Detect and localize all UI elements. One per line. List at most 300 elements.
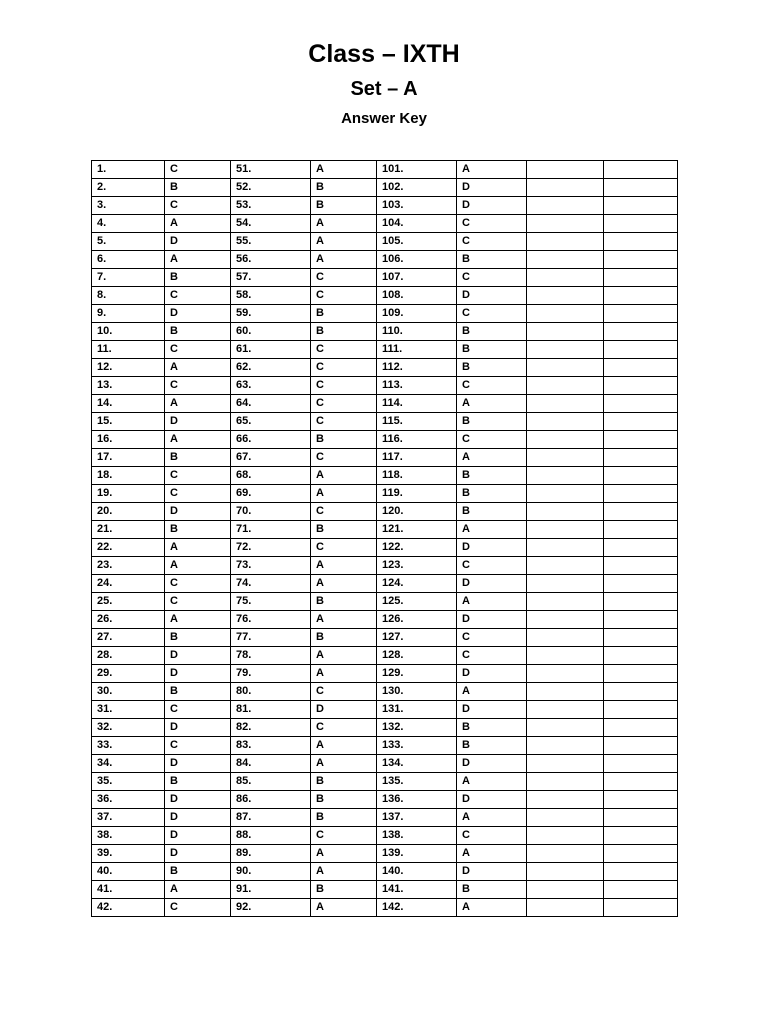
answer-cell: B xyxy=(457,485,527,503)
question-number: 19. xyxy=(92,485,165,503)
answer-cell: D xyxy=(457,611,527,629)
empty-cell xyxy=(604,557,678,575)
answer-cell: C xyxy=(165,593,231,611)
answer-cell: A xyxy=(311,755,377,773)
answer-cell: A xyxy=(457,593,527,611)
answer-cell: A xyxy=(165,557,231,575)
empty-cell xyxy=(604,197,678,215)
empty-cell xyxy=(527,827,604,845)
answer-cell: D xyxy=(457,863,527,881)
table-row xyxy=(92,341,678,359)
empty-cell xyxy=(604,305,678,323)
empty-cell xyxy=(527,863,604,881)
answer-cell: B xyxy=(165,629,231,647)
table-row xyxy=(92,359,678,377)
empty-cell xyxy=(527,449,604,467)
answer-cell: D xyxy=(165,305,231,323)
answer-cell: A xyxy=(457,683,527,701)
question-number: 51. xyxy=(231,161,311,179)
empty-cell xyxy=(527,269,604,287)
question-number: 116. xyxy=(377,431,457,449)
answer-cell: B xyxy=(311,791,377,809)
answer-cell: A xyxy=(457,449,527,467)
answer-cell: B xyxy=(165,269,231,287)
answer-cell: C xyxy=(165,197,231,215)
table-row xyxy=(92,323,678,341)
answer-cell: A xyxy=(457,809,527,827)
answer-cell: B xyxy=(457,359,527,377)
question-number: 28. xyxy=(92,647,165,665)
question-number: 20. xyxy=(92,503,165,521)
answer-cell: A xyxy=(165,431,231,449)
empty-cell xyxy=(527,323,604,341)
answer-cell: C xyxy=(457,269,527,287)
question-number: 31. xyxy=(92,701,165,719)
question-number: 73. xyxy=(231,557,311,575)
empty-cell xyxy=(527,791,604,809)
answer-cell: A xyxy=(311,251,377,269)
answer-cell: B xyxy=(165,449,231,467)
answer-cell: D xyxy=(457,791,527,809)
table-row xyxy=(92,467,678,485)
empty-cell xyxy=(604,611,678,629)
question-number: 9. xyxy=(92,305,165,323)
question-number: 7. xyxy=(92,269,165,287)
answer-cell: C xyxy=(311,449,377,467)
question-number: 62. xyxy=(231,359,311,377)
empty-cell xyxy=(604,431,678,449)
answer-cell: A xyxy=(165,539,231,557)
empty-cell xyxy=(604,233,678,251)
answer-cell: C xyxy=(457,377,527,395)
answer-cell: D xyxy=(165,845,231,863)
answer-cell: B xyxy=(457,737,527,755)
table-row xyxy=(92,575,678,593)
empty-cell xyxy=(604,359,678,377)
empty-cell xyxy=(604,773,678,791)
answer-cell: D xyxy=(457,575,527,593)
answer-cell: C xyxy=(311,287,377,305)
question-number: 117. xyxy=(377,449,457,467)
empty-cell xyxy=(527,809,604,827)
page-title: Class – IXTH xyxy=(308,40,460,68)
answer-cell: A xyxy=(457,395,527,413)
table-row xyxy=(92,701,678,719)
empty-cell xyxy=(527,215,604,233)
question-number: 4. xyxy=(92,215,165,233)
answer-cell: C xyxy=(457,215,527,233)
question-number: 15. xyxy=(92,413,165,431)
answer-cell: B xyxy=(165,863,231,881)
empty-cell xyxy=(604,287,678,305)
answer-cell: B xyxy=(165,773,231,791)
question-number: 63. xyxy=(231,377,311,395)
empty-cell xyxy=(527,719,604,737)
empty-cell xyxy=(527,593,604,611)
empty-cell xyxy=(527,305,604,323)
empty-cell xyxy=(527,251,604,269)
question-number: 76. xyxy=(231,611,311,629)
answer-cell: A xyxy=(311,575,377,593)
question-number: 126. xyxy=(377,611,457,629)
table-row xyxy=(92,755,678,773)
answer-cell: A xyxy=(165,251,231,269)
empty-cell xyxy=(604,719,678,737)
question-number: 3. xyxy=(92,197,165,215)
question-number: 67. xyxy=(231,449,311,467)
question-number: 87. xyxy=(231,809,311,827)
answer-cell: A xyxy=(457,773,527,791)
question-number: 112. xyxy=(377,359,457,377)
answer-cell: C xyxy=(457,557,527,575)
table-row xyxy=(92,215,678,233)
answer-cell: D xyxy=(165,413,231,431)
table-row xyxy=(92,395,678,413)
table-row xyxy=(92,737,678,755)
empty-cell xyxy=(527,503,604,521)
table-row xyxy=(92,287,678,305)
answer-cell: C xyxy=(457,305,527,323)
question-number: 60. xyxy=(231,323,311,341)
table-row xyxy=(92,791,678,809)
answer-cell: B xyxy=(457,341,527,359)
answer-cell: B xyxy=(165,323,231,341)
question-number: 41. xyxy=(92,881,165,899)
question-number: 69. xyxy=(231,485,311,503)
question-number: 10. xyxy=(92,323,165,341)
question-number: 17. xyxy=(92,449,165,467)
answer-cell: B xyxy=(457,503,527,521)
answer-cell: C xyxy=(165,899,231,917)
table-row xyxy=(92,233,678,251)
question-number: 138. xyxy=(377,827,457,845)
table-row xyxy=(92,845,678,863)
answer-cell: A xyxy=(165,359,231,377)
table-row xyxy=(92,809,678,827)
answer-cell: A xyxy=(165,215,231,233)
answer-cell: C xyxy=(165,485,231,503)
empty-cell xyxy=(604,665,678,683)
answer-key-table xyxy=(91,160,678,917)
question-number: 79. xyxy=(231,665,311,683)
answer-cell: C xyxy=(165,287,231,305)
empty-cell xyxy=(604,575,678,593)
question-number: 124. xyxy=(377,575,457,593)
question-number: 42. xyxy=(92,899,165,917)
question-number: 13. xyxy=(92,377,165,395)
set-label: Set – A xyxy=(350,78,418,100)
empty-cell xyxy=(604,215,678,233)
empty-cell xyxy=(527,773,604,791)
empty-cell xyxy=(604,539,678,557)
answer-cell: B xyxy=(457,323,527,341)
question-number: 21. xyxy=(92,521,165,539)
answer-cell: B xyxy=(165,179,231,197)
answer-cell: B xyxy=(311,179,377,197)
answer-cell: C xyxy=(457,827,527,845)
question-number: 104. xyxy=(377,215,457,233)
answer-cell: A xyxy=(311,485,377,503)
answer-cell: D xyxy=(165,755,231,773)
question-number: 88. xyxy=(231,827,311,845)
empty-cell xyxy=(527,359,604,377)
empty-cell xyxy=(527,431,604,449)
question-number: 107. xyxy=(377,269,457,287)
question-number: 78. xyxy=(231,647,311,665)
question-number: 68. xyxy=(231,467,311,485)
answer-cell: A xyxy=(311,647,377,665)
answer-cell: B xyxy=(311,521,377,539)
empty-cell xyxy=(527,737,604,755)
question-number: 24. xyxy=(92,575,165,593)
question-number: 113. xyxy=(377,377,457,395)
question-number: 137. xyxy=(377,809,457,827)
answer-cell: C xyxy=(311,827,377,845)
question-number: 16. xyxy=(92,431,165,449)
question-number: 90. xyxy=(231,863,311,881)
question-number: 122. xyxy=(377,539,457,557)
answer-cell: D xyxy=(457,287,527,305)
answer-cell: D xyxy=(165,233,231,251)
answer-cell: D xyxy=(311,701,377,719)
answer-cell: B xyxy=(311,773,377,791)
empty-cell xyxy=(604,269,678,287)
answer-cell: A xyxy=(311,737,377,755)
empty-cell xyxy=(527,539,604,557)
question-number: 106. xyxy=(377,251,457,269)
question-number: 70. xyxy=(231,503,311,521)
empty-cell xyxy=(604,827,678,845)
question-number: 26. xyxy=(92,611,165,629)
question-number: 142. xyxy=(377,899,457,917)
answer-cell: A xyxy=(165,881,231,899)
empty-cell xyxy=(527,629,604,647)
table-row xyxy=(92,161,678,179)
empty-cell xyxy=(604,683,678,701)
answer-cell: B xyxy=(311,197,377,215)
question-number: 8. xyxy=(92,287,165,305)
empty-cell xyxy=(604,593,678,611)
empty-cell xyxy=(527,575,604,593)
question-number: 89. xyxy=(231,845,311,863)
answer-cell: C xyxy=(165,737,231,755)
answer-cell: D xyxy=(165,827,231,845)
empty-cell xyxy=(527,683,604,701)
question-number: 139. xyxy=(377,845,457,863)
question-number: 29. xyxy=(92,665,165,683)
empty-cell xyxy=(527,395,604,413)
empty-cell xyxy=(604,845,678,863)
table-row xyxy=(92,899,678,917)
question-number: 11. xyxy=(92,341,165,359)
question-number: 61. xyxy=(231,341,311,359)
empty-cell xyxy=(527,845,604,863)
question-number: 130. xyxy=(377,683,457,701)
empty-cell xyxy=(604,899,678,917)
table-row xyxy=(92,647,678,665)
question-number: 83. xyxy=(231,737,311,755)
empty-cell xyxy=(604,485,678,503)
empty-cell xyxy=(527,557,604,575)
question-number: 74. xyxy=(231,575,311,593)
answer-cell: D xyxy=(165,503,231,521)
empty-cell xyxy=(604,629,678,647)
question-number: 120. xyxy=(377,503,457,521)
question-number: 2. xyxy=(92,179,165,197)
answer-cell: A xyxy=(457,161,527,179)
question-number: 131. xyxy=(377,701,457,719)
answer-cell: C xyxy=(457,431,527,449)
answer-cell: C xyxy=(311,269,377,287)
answer-cell: C xyxy=(457,233,527,251)
answer-cell: A xyxy=(165,395,231,413)
answer-cell: A xyxy=(311,215,377,233)
answer-cell: B xyxy=(165,683,231,701)
question-number: 55. xyxy=(231,233,311,251)
question-number: 52. xyxy=(231,179,311,197)
empty-cell xyxy=(604,395,678,413)
empty-cell xyxy=(604,449,678,467)
table-row xyxy=(92,593,678,611)
question-number: 1. xyxy=(92,161,165,179)
answer-cell: C xyxy=(457,647,527,665)
question-number: 82. xyxy=(231,719,311,737)
answer-cell: C xyxy=(311,341,377,359)
answer-cell: B xyxy=(457,413,527,431)
table-row xyxy=(92,521,678,539)
question-number: 57. xyxy=(231,269,311,287)
question-number: 5. xyxy=(92,233,165,251)
answer-cell: B xyxy=(311,809,377,827)
answer-cell: D xyxy=(457,701,527,719)
question-number: 84. xyxy=(231,755,311,773)
empty-cell xyxy=(604,701,678,719)
answer-cell: C xyxy=(311,719,377,737)
answer-cell: A xyxy=(457,521,527,539)
empty-cell xyxy=(604,521,678,539)
answer-cell: C xyxy=(311,503,377,521)
answer-cell: A xyxy=(165,611,231,629)
table-row xyxy=(92,683,678,701)
empty-cell xyxy=(527,485,604,503)
empty-cell xyxy=(527,233,604,251)
question-number: 25. xyxy=(92,593,165,611)
answer-cell: B xyxy=(311,881,377,899)
table-row xyxy=(92,539,678,557)
answer-cell: C xyxy=(311,359,377,377)
table-row xyxy=(92,827,678,845)
question-number: 75. xyxy=(231,593,311,611)
empty-cell xyxy=(604,341,678,359)
question-number: 72. xyxy=(231,539,311,557)
question-number: 35. xyxy=(92,773,165,791)
answer-cell: D xyxy=(165,791,231,809)
answer-cell: B xyxy=(457,467,527,485)
question-number: 101. xyxy=(377,161,457,179)
question-number: 81. xyxy=(231,701,311,719)
question-number: 6. xyxy=(92,251,165,269)
question-number: 66. xyxy=(231,431,311,449)
question-number: 30. xyxy=(92,683,165,701)
question-number: 40. xyxy=(92,863,165,881)
empty-cell xyxy=(604,809,678,827)
question-number: 108. xyxy=(377,287,457,305)
table-row xyxy=(92,413,678,431)
answer-cell: A xyxy=(311,161,377,179)
question-number: 132. xyxy=(377,719,457,737)
table-row xyxy=(92,881,678,899)
question-number: 136. xyxy=(377,791,457,809)
question-number: 39. xyxy=(92,845,165,863)
answer-cell: C xyxy=(165,161,231,179)
question-number: 80. xyxy=(231,683,311,701)
empty-cell xyxy=(527,665,604,683)
answer-cell: A xyxy=(311,899,377,917)
empty-cell xyxy=(604,791,678,809)
question-number: 18. xyxy=(92,467,165,485)
question-number: 129. xyxy=(377,665,457,683)
answer-cell: A xyxy=(311,845,377,863)
answer-cell: C xyxy=(165,575,231,593)
answer-cell: B xyxy=(311,305,377,323)
empty-cell xyxy=(527,881,604,899)
answer-cell: A xyxy=(311,863,377,881)
question-number: 37. xyxy=(92,809,165,827)
question-number: 32. xyxy=(92,719,165,737)
empty-cell xyxy=(604,647,678,665)
table-row xyxy=(92,719,678,737)
question-number: 85. xyxy=(231,773,311,791)
question-number: 71. xyxy=(231,521,311,539)
empty-cell xyxy=(604,161,678,179)
empty-cell xyxy=(604,863,678,881)
question-number: 127. xyxy=(377,629,457,647)
answer-cell: D xyxy=(457,539,527,557)
table-row xyxy=(92,485,678,503)
question-number: 59. xyxy=(231,305,311,323)
table-row xyxy=(92,377,678,395)
question-number: 109. xyxy=(377,305,457,323)
empty-cell xyxy=(527,611,604,629)
answer-cell: D xyxy=(165,719,231,737)
table-row xyxy=(92,629,678,647)
question-number: 140. xyxy=(377,863,457,881)
empty-cell xyxy=(604,323,678,341)
empty-cell xyxy=(527,413,604,431)
empty-cell xyxy=(604,179,678,197)
empty-cell xyxy=(604,503,678,521)
answer-cell: B xyxy=(165,521,231,539)
question-number: 53. xyxy=(231,197,311,215)
empty-cell xyxy=(604,467,678,485)
table-row xyxy=(92,557,678,575)
table-row xyxy=(92,449,678,467)
answer-cell: B xyxy=(311,323,377,341)
question-number: 23. xyxy=(92,557,165,575)
answer-key-body xyxy=(92,161,678,917)
empty-cell xyxy=(527,179,604,197)
empty-cell xyxy=(527,755,604,773)
question-number: 91. xyxy=(231,881,311,899)
question-number: 14. xyxy=(92,395,165,413)
answer-cell: D xyxy=(165,665,231,683)
question-number: 128. xyxy=(377,647,457,665)
answer-cell: C xyxy=(457,629,527,647)
question-number: 105. xyxy=(377,233,457,251)
answer-cell: A xyxy=(311,611,377,629)
empty-cell xyxy=(604,413,678,431)
question-number: 102. xyxy=(377,179,457,197)
